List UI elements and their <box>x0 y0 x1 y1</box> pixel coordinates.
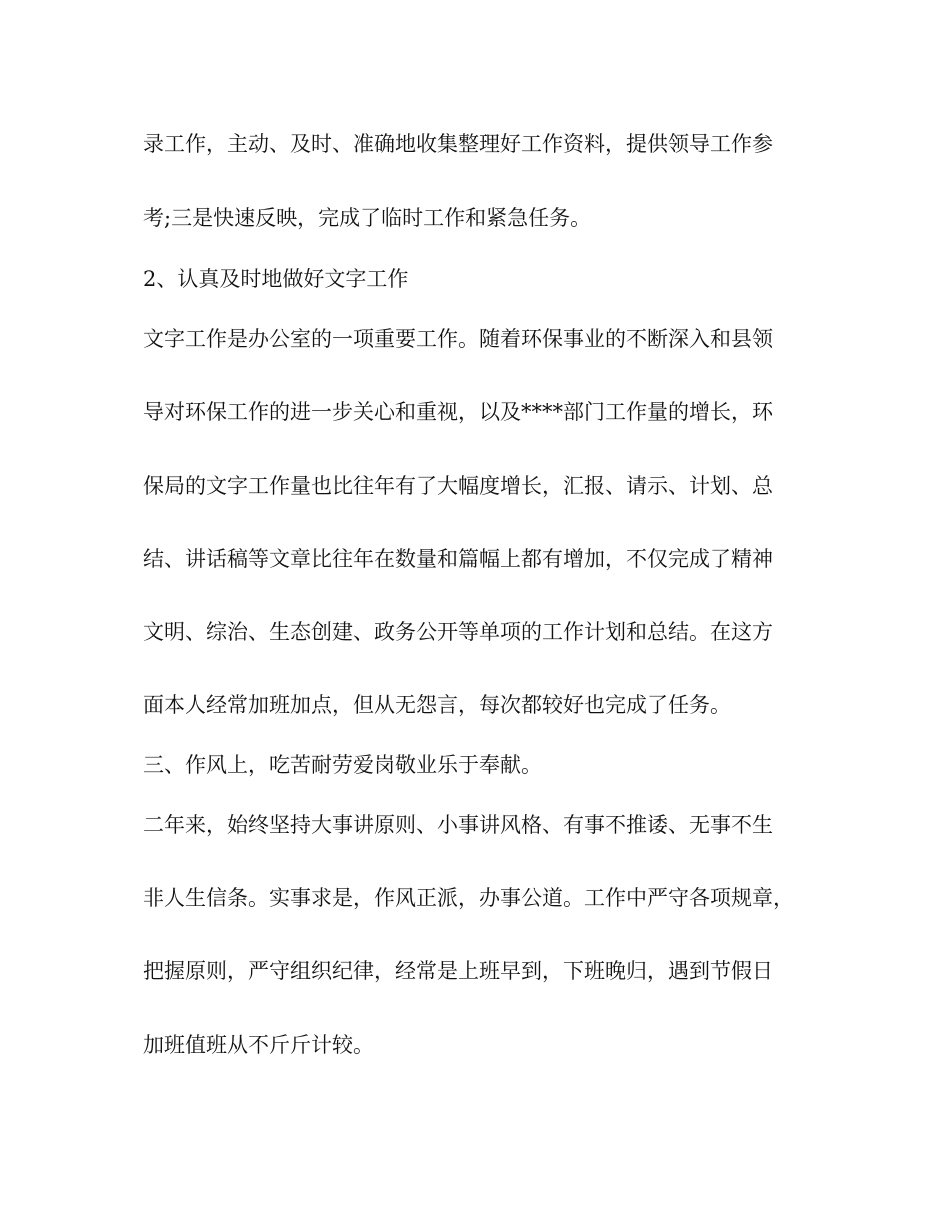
body-text-line: 结、讲话稿等文章比往年在数量和篇幅上都有增加，不仅完成了精神 <box>143 547 773 571</box>
body-text-line: 加班值班从不斤斤计较。 <box>143 1033 374 1057</box>
body-text-line: 考;三是快速反映，完成了临时工作和紧急任务。 <box>143 206 592 230</box>
body-text-line: 导对环保工作的进一步关心和重视，以及****部门工作量的增长，环 <box>143 400 773 424</box>
body-text-line: 保局的文字工作量也比往年有了大幅度增长，汇报、请示、计划、总 <box>143 474 773 498</box>
section-heading: 三、作风上，吃苦耐劳爱岗敬业乐于奉献。 <box>143 753 542 777</box>
section-heading: 2、认真及时地做好文字工作 <box>143 267 409 291</box>
body-text-line: 文字工作是办公室的一项重要工作。随着环保事业的不断深入和县领 <box>143 327 773 351</box>
body-text-line: 面本人经常加班加点，但从无怨言，每次都较好也完成了任务。 <box>143 693 731 717</box>
body-text-line: 把握原则，严守组织纪律，经常是上班早到，下班晚归，遇到节假日 <box>143 959 773 983</box>
body-text-line: 二年来，始终坚持大事讲原则、小事讲风格、有事不推诿、无事不生 <box>143 813 773 837</box>
body-text-line: 文明、综治、生态创建、政务公开等单项的工作计划和总结。在这方 <box>143 620 773 644</box>
body-text-line: 录工作，主动、及时、准确地收集整理好工作资料，提供领导工作参 <box>143 132 773 156</box>
body-text-line: 非人生信条。实事求是，作风正派，办事公道。工作中严守各项规章， <box>143 886 794 910</box>
